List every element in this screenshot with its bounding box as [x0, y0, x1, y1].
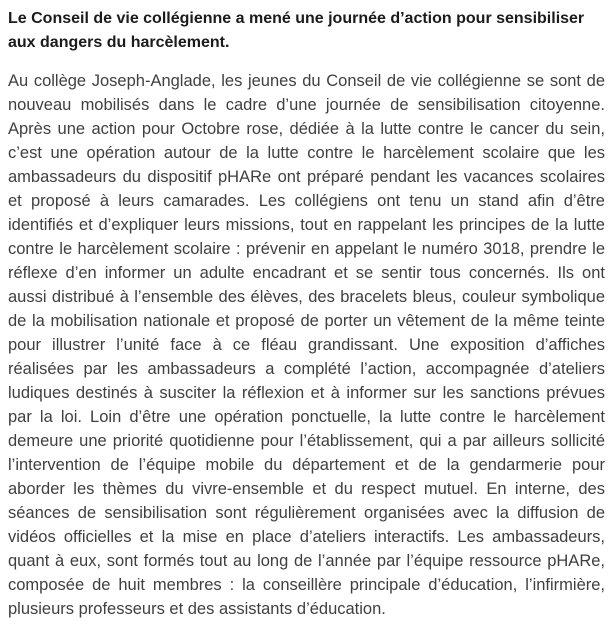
- article-body-text: Au collège Joseph-Anglade, les jeunes du Conseil de vie collégienne se sont de nouveau mobilisés dans le cadre d’une journée de sensibilisation citoyenne. Après une action pour Octobre rose, dédiée à la lutte contre le cancer du sein, c’est une opération autour de la lutte contre le harcèlement scolaire que les ambassadeurs du dispositif pHARe ont préparé pendant les vacances scolaires et proposé à leurs camarades. Les collégiens ont tenu un stand afin d’être identifiés et d’expliquer leurs missions, tout en rappelant les principes de la lutte contre le harcèlement scolaire : prévenir en appelant le numéro 3018, prendre le réflexe d’en informer un adulte encadrant et se sentir tous concernés. Ils ont aussi distribué à l’ensemble des élèves, des bracelets bleus, couleur symbolique de la mobilisation nationale et proposé de porter un vêtement de la même teinte pour illustrer l’unité face à ce fléau grandissant. Une exposition d’affiches réalisées par les ambassadeurs a complété l’action, accompagnée d’ateliers ludiques destinés à susciter la réflexion et à informer sur les sanctions prévues par la loi. Loin d’être une opération ponctuelle, la lutte contre le harcèlement demeure une priorité quotidienne pour l’établissement, qui a par ailleurs sollicité l’intervention de l’équipe mobile du département et de la gendarmerie pour aborder les thèmes du vivre-ensemble et du respect mutuel. En interne, des séances de sensibilisation sont régulièrement organisées avec la diffusion de vidéos officielles et la mise en place d’ateliers interactifs. Les ambassadeurs, quant à eux, sont formés tout au long de l’année par l’équipe ressource pHARe, composée de huit membres : la conseillère principale d’éducation, l’infirmière, plusieurs professeurs et des assistants d’éducation.: [8, 72, 605, 618]
- article-title: Le Conseil de vie collégienne a mené une journée d’action pour sensibiliser aux dangers du harcèlement.: [8, 10, 585, 51]
